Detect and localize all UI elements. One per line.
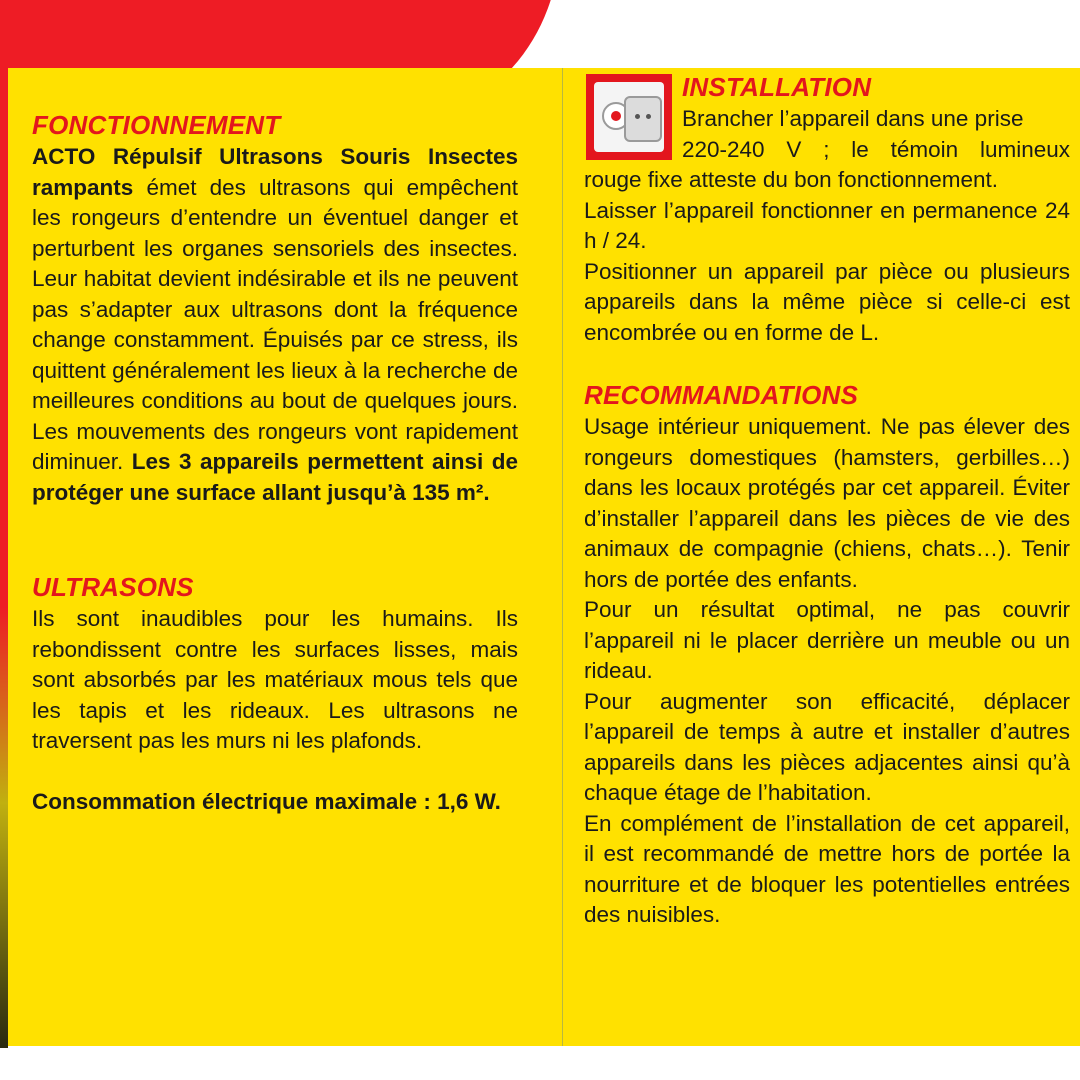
right-column: [584, 70, 1070, 931]
recommandations-paragraph-3: Pour augmenter son efficacité, déplacer l’appareil de temps à autre et installer d’autres appareils dans les pièces adjacentes ainsi qu’à chaque étage de l’habitation.: [584, 688, 1070, 805]
section-title-fonctionnement: FONCTIONNEMENT: [32, 110, 281, 140]
coverage-highlight: Les 3 appareils permettent ainsi de protéger une surface allant jusqu’à 135 m².: [32, 449, 518, 505]
installation-line-2: 220-240 V ; le témoin lumineux: [682, 136, 1070, 162]
recommandations-paragraph-4: En complément de l’installation de cet appareil, il est recommandé de mettre hors de portée la nourriture et de bloquer les potentielles entrées des nuisibles.: [584, 810, 1070, 927]
product-name: ACTO Répulsif Ultrasons Souris Insectes rampants: [32, 144, 518, 200]
installation-paragraph-2: Laisser l’appareil fonctionner en permanence 24 h / 24.: [584, 197, 1070, 253]
installation-line-3: rouge fixe atteste du bon fonctionnement.: [584, 167, 999, 192]
power-consumption: Consommation électrique maximale : 1,6 W.: [32, 788, 501, 814]
ultrasons-paragraph: Ils sont inaudibles pour les humains. Ils rebondissent contre les surfaces lisses, mais sont absorbés par les matériaux mous tels que les tapis et les rideaux. Les ultrasons ne traversent pas les murs ni les plafonds.: [32, 606, 518, 753]
plug-in-device-icon: [586, 74, 672, 160]
recommandations-paragraph-1: Usage intérieur uniquement. Ne pas élever des rongeurs domestiques (hamsters, gerbilles…) dans les locaux protégés par cet appareil. Éviter d’installer l’appareil dans les pièces de vie des animaux de compagnie (chiens, chats…). Tenir hors de portée des enfants.: [584, 414, 1070, 592]
section-title-ultrasons: ULTRASONS: [32, 572, 194, 602]
section-title-installation: INSTALLATION: [682, 72, 872, 102]
recommandations-paragraph-2: Pour un résultat optimal, ne pas couvrir l’appareil ni le placer derrière un meuble ou un rideau.: [584, 597, 1070, 683]
fonctionnement-paragraph: [32, 142, 518, 508]
installation-paragraph-3: Positionner un appareil par pièce ou plusieurs appareils dans la même pièce si celle-ci est encombrée ou en forme de L.: [584, 258, 1070, 345]
installation-line-1: Brancher l’appareil dans une prise: [682, 106, 1024, 131]
fonctionnement-body: émet des ultrasons qui empêchent les rongeurs d’entendre un éventuel danger et perturbent les organes sensoriels des insectes. Leur habitat devient indésirable et ils ne peuvent pas s’adapter aux ultrasons dont la fréquence change constamment. Épuisés par ce stress, ils quittent généralement les lieux à la recherche de meilleures conditions au bout de quelques jours. Les mouvements des rongeurs vont rapidement diminuer.: [32, 174, 518, 474]
section-title-recommandations: RECOMMANDATIONS: [584, 380, 859, 410]
left-column: [32, 108, 518, 817]
left-edge-strip: [0, 68, 8, 1048]
